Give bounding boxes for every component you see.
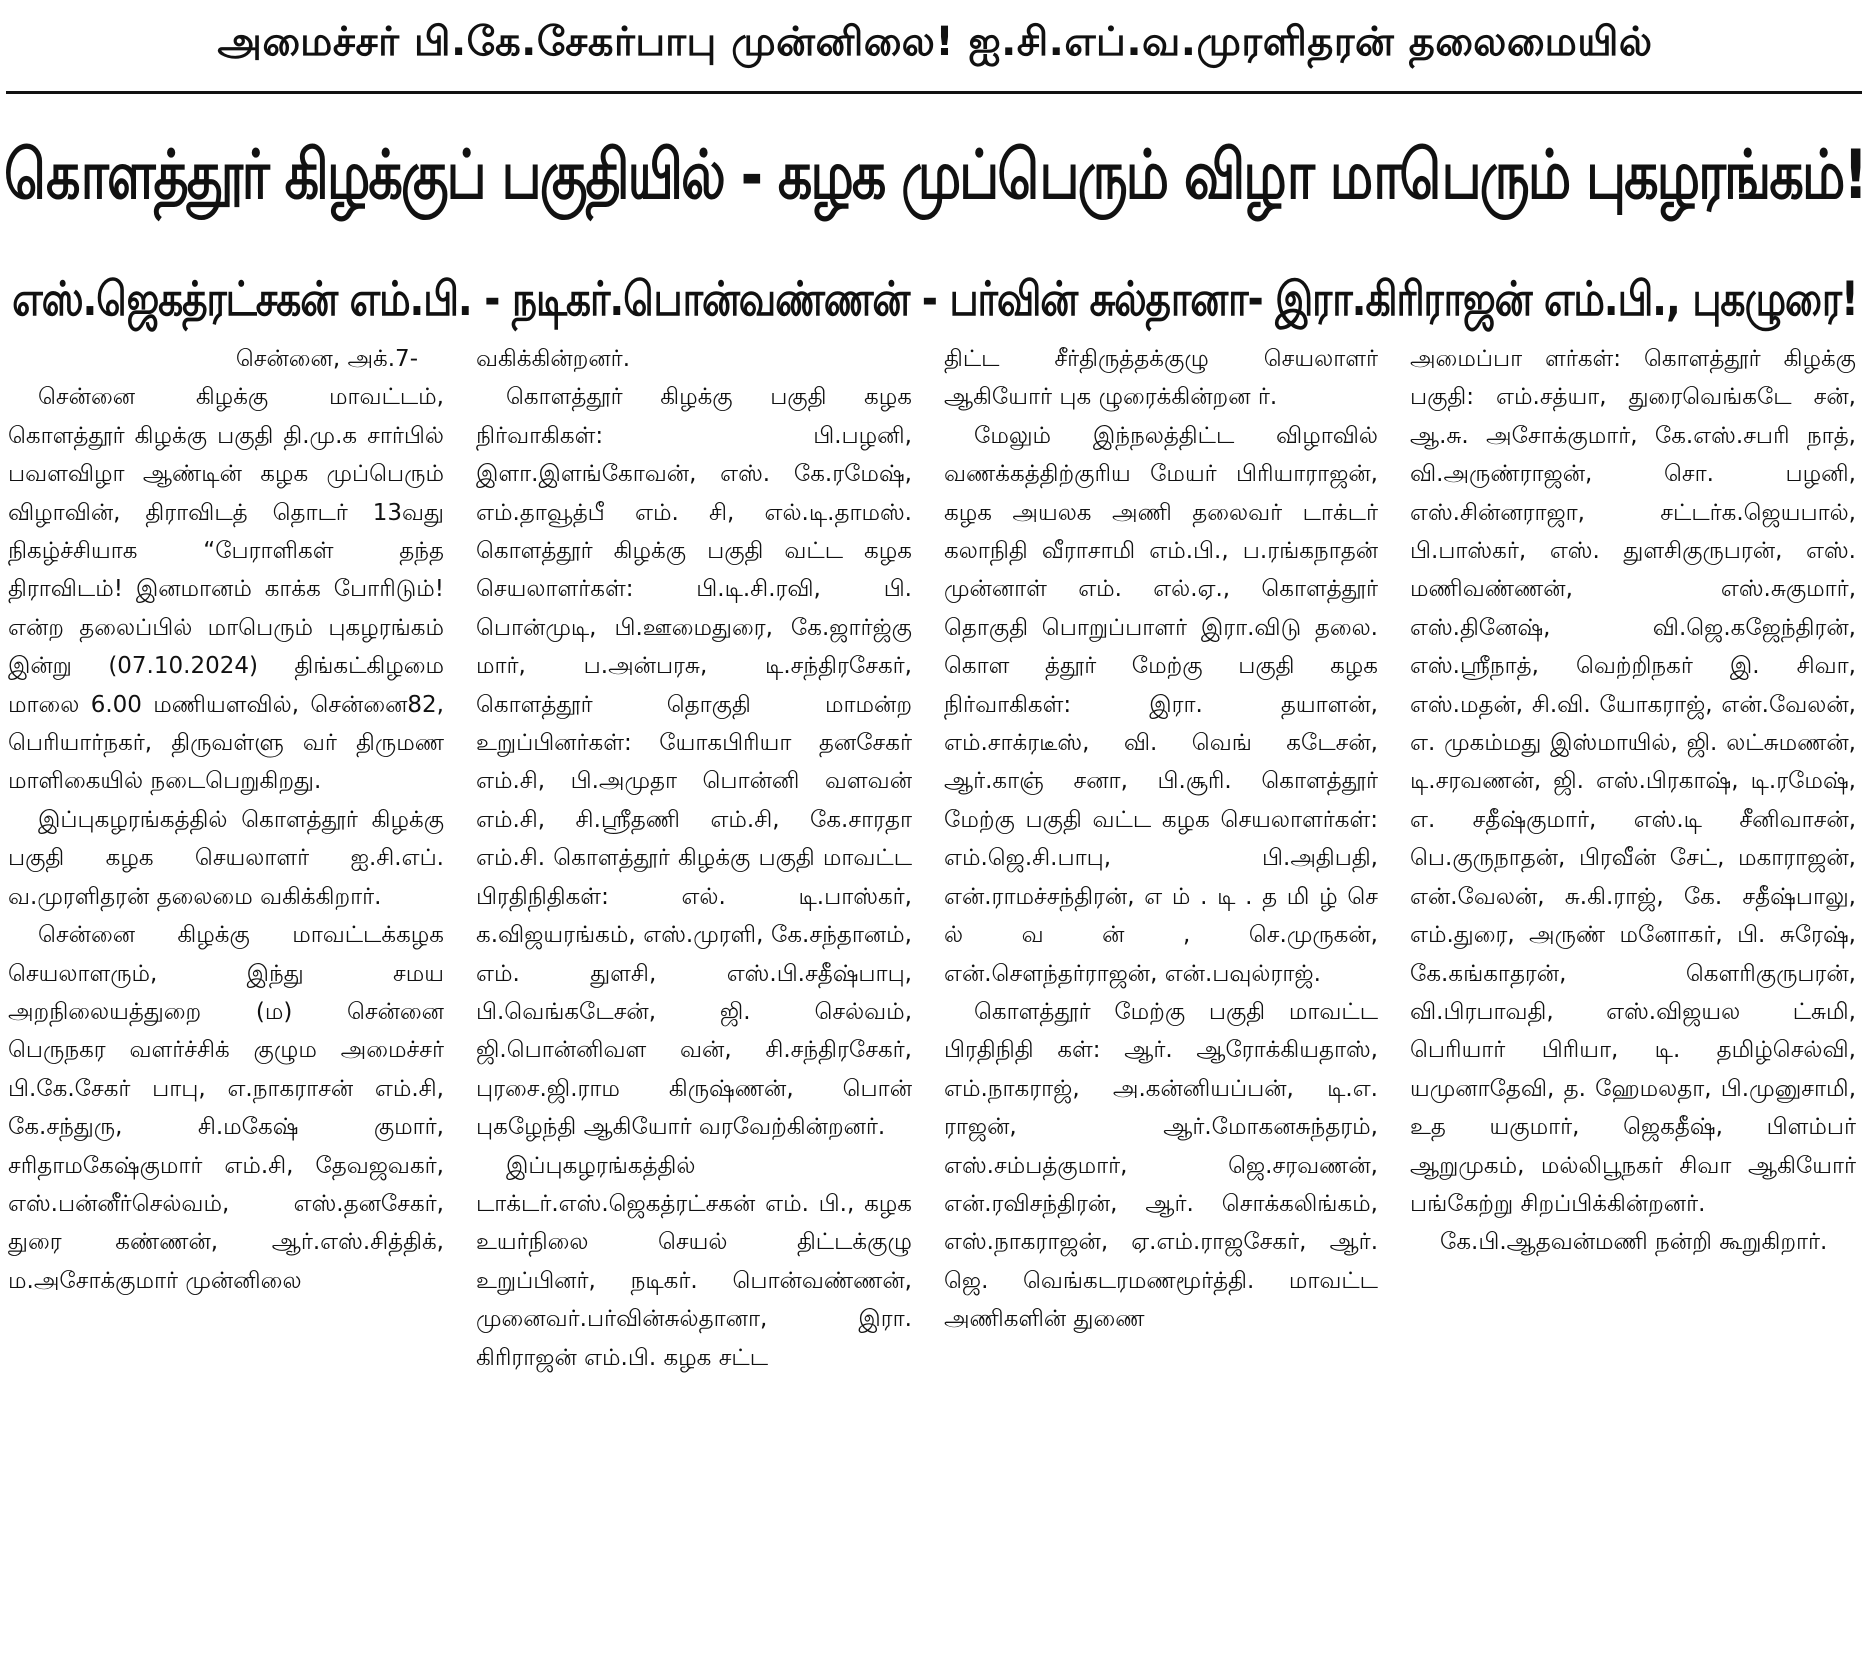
- paragraph: மேலும் இந்நலத்திட்ட விழாவில் வணக்கத்திற்குரிய மேயர் பிரியாராஜன், கழக அயலக அணி தலைவர் டாக்டர் கலாநிதி வீராசாமி எம்.பி., ப.ரங்கநாதன் முன்னாள் எம். எல்.ஏ., கொளத்தூர் தொகுதி பொறுப்பாளர் இரா.விடு தலை. கொள த்தூர் மேற்கு பகுதி கழக நிர்வாகிகள்: இரா. தயாளன், எம்.சாக்ரடீஸ், வி. வெங் கடேசன், ஆர்.காஞ் சனா, பி.சூரி. கொளத்தூர் மேற்கு பகுதி வட்ட கழக செயலாளர்கள்: எம்.ஜெ.சி.பாபு, பி.அதிபதி, என்.ராமச்சந்திரன், எ ம் . டி . த மி ழ் செ ல் வ ன் , செ.முருகன், என்.சௌந்தர்ராஜன், என்.பவுல்ராஜ்.: [944, 422, 1378, 987]
- article-column-4: [1410, 340, 1856, 1662]
- paragraph: சென்னை கிழக்கு மாவட்டம், கொளத்தூர் கிழக்கு பகுதி தி.மு.க சார்பில் பவளவிழா ஆண்டின் கழக முப்பெரும் விழாவின், திராவிடத் தொடர் 13வது நிகழ்ச்சியாக “பேராளிகள் தந்த திராவிடம்! இனமானம் காக்க போரிடும்! என்ற தலைப்பில் மாபெரும் புகழரங்கம் இன்று (07.10.2024) திங்கட்கிழமை மாலை 6.00 மணியளவில், சென்னை82, பெரியார்நகர், திருவள்ளு வர் திருமண மாளிகையில் நடைபெறுகிறது.: [8, 384, 444, 795]
- paragraph: இப்புகழரங்கத்தில் கொளத்தூர் கிழக்கு பகுதி கழக செயலாளர் ஐ.சி.எப். வ.முரளிதரன் தலைமை வகிக்கிறார்.: [8, 806, 444, 910]
- article-body: [0, 340, 1870, 1662]
- article-column-3: [944, 340, 1378, 1662]
- paragraph: கே.பி.ஆதவன்மணி நன்றி கூறுகிறார்.: [1440, 1229, 1828, 1256]
- paragraph: சென்னை கிழக்கு மாவட்டக்கழக செயலாளரும், இந்து சமய அறநிலையத்துறை (ம) சென்னை பெருநகர வளர்ச்சிக் குழும அமைச்சர் பி.கே.சேகர் பாபு, எ.நாகராசன் எம்.சி, கே.சந்துரு, சி.மகேஷ் குமார், சரிதாமகேஷ்குமார் எம்.சி, தேவஜவகர், எஸ்.பன்னீர்செல்வம், எஸ்.தனசேகர், துரை கண்ணன், ஆர்.எஸ்.சித்திக், ம.அசோக்குமார் முன்னிலை: [8, 922, 444, 1294]
- dateline: சென்னை, அக்.7-: [235, 346, 418, 372]
- article-column-1: [8, 340, 444, 1662]
- paragraph: கொளத்தூர் மேற்கு பகுதி மாவட்ட பிரதிநிதி கள்: ஆர். ஆரோக்கியதாஸ், எம்.நாகராஜ், அ.கன்னியப்பன், டி.எ. ராஜன், ஆர்.மோகனசுந்தரம், எஸ்.சம்பத்குமார், ஜெ.சரவணன், என்.ரவிசந்திரன், ஆர். சொக்கலிங்கம், எஸ்.நாகராஜன், ஏ.எம்.ராஜசேகர், ஆர். ஜெ. வெங்கடரமணமூர்த்தி. மாவட்ட அணிகளின் துணை: [944, 998, 1378, 1333]
- kicker-line: அமைச்சர் பி.கே.சேகர்பாபு முன்னிலை! ஐ.சி.எப்.வ.முரளிதரன் தலைமையில்: [217, 18, 1653, 65]
- paragraph: அமைப்பா ளர்கள்: கொளத்தூர் கிழக்கு பகுதி: எம்.சத்யா, துரைவெங்கடே சன், ஆ.சு. அசோக்குமார், கே.எஸ்.சபரி நாத், வி.அருண்ராஜன், சொ. பழனி, எஸ்.சின்னராஜா, சட்டர்க.ஜெயபால், பி.பாஸ்கர், எஸ். துளசிகுருபரன், எஸ். மணிவண்ணன், எஸ்.சுகுமார், எஸ்.தினேஷ், வி.ஜெ.கஜேந்திரன், எஸ்.ஸ்ரீநாத், வெற்றிநகர் இ. சிவா, எஸ்.மதன், சி.வி. யோகராஜ், என்.வேலன், எ. முகம்மது இஸ்மாயில், ஜி. லட்சுமணன், டி.சரவணன், ஜி. எஸ்.பிரகாஷ், டி.ரமேஷ், எ. சதீஷ்குமார், எஸ்.டி சீனிவாசன், பெ.குருநாதன், பிரவீன் சேட், மகாராஜன், என்.வேலன், சு.கி.ராஜ், கே. சதீஷ்பாலு, எம்.துரை, அருண் மனோகர், பி. சுரேஷ், கே.கங்காதரன், கௌரிகுருபரன், வி.பிரபாவதி, எஸ்.விஜயல ட்சுமி, பெரியார் பிரியா, டி. தமிழ்செல்வி, யமுனாதேவி, த. ஹேமலதா, பி.முனுசாமி, உத யகுமார், ஜெகதீஷ், பிளம்பர் ஆறுமுகம், மல்லிபூநகர் சிவா ஆகியோர் பங்கேற்று சிறப்பிக்கின்றனர்.: [1410, 346, 1856, 1217]
- paragraph: கொளத்தூர் கிழக்கு பகுதி கழக நிர்வாகிகள்: பி.பழனி, இளா.இளங்கோவன், எஸ். கே.ரமேஷ், எம்.தாவூத்பீ எம். சி, எல்.டி.தாமஸ். கொளத்தூர் கிழக்கு பகுதி வட்ட கழக செயலாளர்கள்: பி.டி.சி.ரவி, பி. பொன்முடி, பி.ஊமைதுரை, கே.ஜார்ஜ்கு மார், ப.அன்பரசு, டி.சந்திரசேகர், கொளத்தூர் தொகுதி மாமன்ற உறுப்பினர்கள்: யோகபிரியா தனசேகர் எம்.சி, பி.அமுதா பொன்னி வளவன் எம்.சி, சி.ஸ்ரீதணி எம்.சி, கே.சாரதா எம்.சி. கொளத்தூர் கிழக்கு பகுதி மாவட்ட பிரதிநிதிகள்: எல். டி.பாஸ்கர், க.விஜயரங்கம், எஸ்.முரளி, கே.சந்தானம், எம். துளசி, எஸ்.பி.சதீஷ்பாபு, பி.வெங்கடேசன், ஜி. செல்வம், ஜி.பொன்னிவள வன், சி.சந்திரசேகர், புரசை.ஜி.ராம கிருஷ்ணன், பொன் புகழேந்தி ஆகியோர் வரவேற்கின்றனர்.: [476, 384, 912, 1141]
- subheadline: எஸ்.ஜெகத்ரட்சகன் எம்.பி. - நடிகர்.பொன்வண்ணன் - பர்வின் சுல்தானா- இரா.கிரிராஜன் எம்.பி., புகழுரை!: [12, 273, 1858, 327]
- paragraph: திட்ட சீர்திருத்தக்குழு செயலாளர் ஆகியோர் புக ழுரைக்கின்றன ர்.: [944, 346, 1378, 411]
- headline: கொளத்தூர் கிழக்குப் பகுதியில் - கழக முப்பெரும் விழா மாபெரும் புகழரங்கம்!: [4, 134, 1866, 214]
- kicker-divider: [6, 91, 1862, 94]
- paragraph: வகிக்கின்றனர்.: [476, 346, 631, 372]
- article-column-2: [476, 340, 912, 1662]
- paragraph: இப்புகழரங்கத்தில் டாக்டர்.எஸ்.ஜெகத்ரட்சகன் எம். பி., கழக உயர்நிலை செயல் திட்டக்குழு உறுப்பினர், நடிகர். பொன்வண்ணன், முனைவர்.பர்வின்சுல்தானா, இரா. கிரிராஜன் எம்.பி. கழக சட்ட: [476, 1152, 912, 1371]
